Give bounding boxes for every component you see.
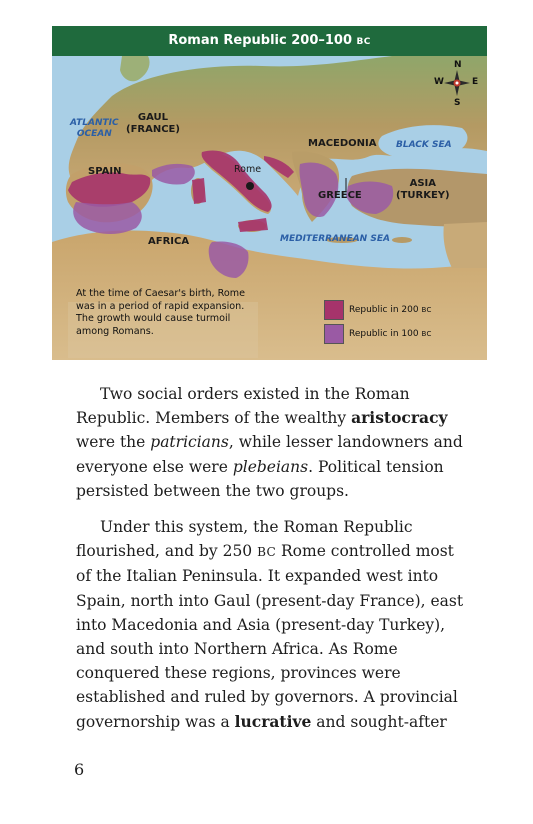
map-legend [324, 300, 432, 348]
map-caption: At the time of Caesar's birth, Rome was in a period of rapid expansion. The growth would cause turmoil among Romans. [76, 288, 246, 337]
map-title-text: Roman Republic 200–100 [168, 33, 353, 48]
label-atlantic: ATLANTIC OCEAN [70, 118, 119, 139]
label-gaul: GAUL (FRANCE) [126, 112, 180, 135]
legend-era-100: BC [421, 329, 432, 338]
cyprus [392, 237, 412, 243]
rome-marker [246, 182, 254, 190]
levant-land [443, 222, 487, 268]
label-africa: AFRICA [148, 236, 190, 247]
label-mediterranean: MEDITERRANEAN SEA [280, 234, 390, 244]
label-macedonia: MACEDONIA [308, 138, 377, 149]
term-patricians: patricians [150, 433, 229, 452]
legend-item-100 [324, 324, 432, 344]
legend-era-200: BC [421, 305, 432, 314]
label-rome: Rome [234, 164, 262, 175]
term-plebeians: plebeians [232, 457, 309, 476]
legend-label-100: Republic in 100 [349, 329, 419, 339]
republic-200-sardinia [192, 178, 206, 204]
map-title-era: BC [356, 37, 371, 47]
compass-rose [436, 62, 478, 108]
compass-w: W [434, 77, 444, 87]
legend-item-200 [324, 300, 432, 320]
compass-s: S [454, 98, 461, 108]
compass-n: N [454, 60, 462, 70]
body-text [76, 382, 471, 746]
label-spain: SPAIN [88, 166, 122, 177]
paragraph-2: Under this system, the Roman Republic flourished, and by 250 BC Rome controlled most of the Italian Peninsula. It expanded west into Spain, north into Gaul (present-day France), east into Macedonia and Asia (present-day Turkey), and south into Northern Africa. As Rome conquered these regions, provinces were established and ruled by governors. A provincial governorship was a lucrative and sought-after [76, 518, 464, 731]
compass-e: E [472, 77, 479, 87]
legend-swatch-100 [324, 324, 344, 344]
legend-label-200: Republic in 200 [349, 305, 419, 315]
label-black-sea: BLACK SEA [396, 140, 452, 150]
legend-swatch-200 [324, 300, 344, 320]
label-greece: GREECE [318, 190, 362, 201]
term-aristocracy: aristocracy [351, 408, 448, 428]
era-bc: BC [257, 545, 277, 560]
map-title [52, 26, 487, 56]
map-figure [52, 26, 487, 360]
term-lucrative: lucrative [234, 711, 312, 731]
page-number: 6 [74, 760, 85, 779]
paragraph-1: Two social orders existed in the Roman Republic. Members of the wealthy aristocracy were the patricians, while lesser landowners and everyone else were plebeians. Political tension persisted between the two groups. [76, 385, 463, 500]
label-asia: ASIA (TURKEY) [396, 178, 450, 201]
